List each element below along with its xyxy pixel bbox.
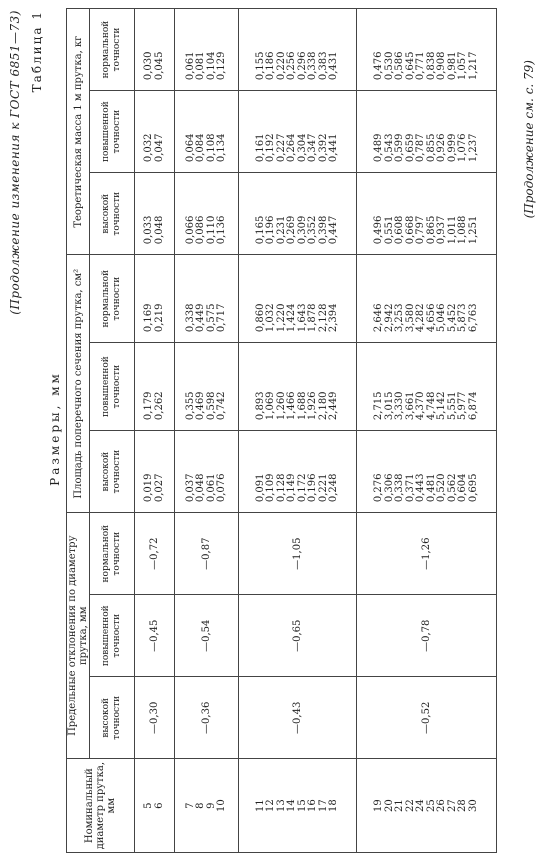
mass-increased-cell xyxy=(175,91,239,173)
cell-value: 1,076 xyxy=(457,133,468,163)
cell-value: 11 xyxy=(254,799,266,813)
cell-value: 0,220 xyxy=(275,51,287,81)
cell-value: 0,227 xyxy=(275,133,287,163)
cell-value: 0,066 xyxy=(184,215,196,245)
cell-value: 3,015 xyxy=(383,391,395,421)
mass-increased-cell xyxy=(357,91,497,173)
area-increased-header: повышенной точности xyxy=(90,343,135,431)
cell-value: 0,061 xyxy=(184,51,196,81)
cell-value: 0,469 xyxy=(195,391,206,421)
cell-value: 0,562 xyxy=(446,473,458,503)
cell-value: 0,787 xyxy=(415,133,426,163)
area-increased-cell xyxy=(239,343,357,431)
dev-increased-cell: —0,45 xyxy=(135,595,175,677)
dev-increased-header: повышенной точности xyxy=(90,595,135,677)
continuation-footer: (Продолжение см. с. 79) xyxy=(522,60,536,219)
cell-value: 0,481 xyxy=(425,473,437,503)
cell-value: 0,645 xyxy=(404,51,416,81)
dev-high-cell: —0,36 xyxy=(175,677,239,759)
cell-value: 1,032 xyxy=(265,303,276,333)
cell-value: 0,264 xyxy=(286,133,297,163)
cell-value: 0,855 xyxy=(425,133,437,163)
area-increased-cell xyxy=(357,343,497,431)
dev-increased-cell: —0,78 xyxy=(357,595,497,677)
cell-value: 0,306 xyxy=(383,473,395,503)
cell-value: 1,088 xyxy=(457,215,468,245)
cell-value: 10 xyxy=(216,799,227,813)
area-increased-cell xyxy=(135,343,175,431)
cell-value: 4,282 xyxy=(415,303,426,333)
cell-value: 0,908 xyxy=(436,51,447,81)
dev-normal-cell: —0,87 xyxy=(175,513,239,595)
area-group-header: Площадь поперечного сечения прутка, см² xyxy=(67,255,90,513)
cell-value: 1,466 xyxy=(286,391,297,421)
cell-value: 25 xyxy=(425,799,437,813)
cell-value: 0,269 xyxy=(286,215,297,245)
diameter-cell xyxy=(135,759,175,853)
cell-value: 0,668 xyxy=(404,215,416,245)
cell-value: 0,937 xyxy=(436,215,447,245)
cell-value: 1,069 xyxy=(265,391,276,421)
cell-value: 30 xyxy=(467,799,479,813)
cell-value: 14 xyxy=(286,799,297,813)
cell-value: 0,128 xyxy=(275,473,287,503)
cell-value: 4,748 xyxy=(425,391,437,421)
cell-value: 0,604 xyxy=(457,473,468,503)
cell-value: 1,926 xyxy=(307,391,318,421)
cell-value: 2,715 xyxy=(373,391,384,421)
cell-value: 15 xyxy=(296,799,308,813)
cell-value: 0,045 xyxy=(153,51,165,81)
cell-value: 2,449 xyxy=(328,391,339,421)
cell-value: 0,196 xyxy=(307,473,318,503)
cell-value: 0,086 xyxy=(195,215,206,245)
cell-value: 0,108 xyxy=(205,133,217,163)
cell-value: 5,142 xyxy=(436,391,447,421)
cell-value: 22 xyxy=(404,799,416,813)
units-caption: Размеры, мм xyxy=(48,371,62,486)
cell-value: 0,352 xyxy=(307,215,318,245)
table-label: Таблица 1 xyxy=(30,10,44,93)
cell-value: 5,452 xyxy=(446,303,458,333)
cell-value: 0,431 xyxy=(328,51,339,81)
diameter-cell xyxy=(357,759,497,853)
dev-high-cell: —0,43 xyxy=(239,677,357,759)
cell-value: 4,370 xyxy=(415,391,426,421)
cell-value: 0,037 xyxy=(184,473,196,503)
mass-high-cell xyxy=(135,173,175,255)
cell-value: 0,717 xyxy=(216,303,227,333)
area-normal-cell xyxy=(135,255,175,343)
mass-normal-cell xyxy=(357,9,497,91)
area-increased-cell xyxy=(175,343,239,431)
cell-value: 0,165 xyxy=(254,215,266,245)
diameter-header: Номинальный диаметр прутка, мм xyxy=(67,759,135,853)
cell-value: 8 xyxy=(195,802,206,809)
dev-increased-cell: —0,54 xyxy=(175,595,239,677)
table-row xyxy=(175,9,239,853)
cell-value: 0,599 xyxy=(394,133,405,163)
cell-value: 0,172 xyxy=(296,473,308,503)
cell-value: 0,304 xyxy=(296,133,308,163)
cell-value: 0,586 xyxy=(394,51,405,81)
cell-value: 27 xyxy=(446,799,458,813)
cell-value: 6 xyxy=(153,802,165,809)
mass-normal-header: нормальной точности xyxy=(90,9,135,91)
cell-value: 0,398 xyxy=(317,215,329,245)
mass-high-cell xyxy=(175,173,239,255)
cell-value: 1,251 xyxy=(467,215,479,245)
dev-high-header: высокой точности xyxy=(90,677,135,759)
cell-value: 0,136 xyxy=(216,215,227,245)
cell-value: 18 xyxy=(328,799,339,813)
mass-high-header: высокой точности xyxy=(90,173,135,255)
cell-value: 0,441 xyxy=(328,133,339,163)
cell-value: 0,179 xyxy=(143,391,154,421)
cell-value: 26 xyxy=(436,799,447,813)
cell-value: 0,109 xyxy=(265,473,276,503)
cell-value: 0,192 xyxy=(265,133,276,163)
cell-value: 0,155 xyxy=(254,51,266,81)
cell-value: 0,219 xyxy=(153,303,165,333)
cell-value: 0,695 xyxy=(467,473,479,503)
cell-value: 20 xyxy=(383,799,395,813)
cell-value: 0,169 xyxy=(143,303,154,333)
cell-value: 0,110 xyxy=(205,215,217,245)
area-normal-cell xyxy=(357,255,497,343)
cell-value: 0,926 xyxy=(436,133,447,163)
cell-value: 0,742 xyxy=(216,391,227,421)
cell-value: 2,942 xyxy=(383,303,395,333)
mass-high-cell xyxy=(239,173,357,255)
deviation-group-header: Предельные отклонения по диаметру прутка, мм xyxy=(67,513,90,759)
cell-value: 6,763 xyxy=(467,303,479,333)
cell-value: 1,643 xyxy=(296,303,308,333)
cell-value: 0,030 xyxy=(143,51,154,81)
cell-value: 0,338 xyxy=(184,303,196,333)
cell-value: 0,338 xyxy=(394,473,405,503)
cell-value: 0,392 xyxy=(317,133,329,163)
cell-value: 3,580 xyxy=(404,303,416,333)
cell-value: 0,371 xyxy=(404,473,416,503)
cell-value: 3,253 xyxy=(394,303,405,333)
cell-value: 6,874 xyxy=(467,391,479,421)
cell-value: 3,330 xyxy=(394,391,405,421)
mass-normal-cell xyxy=(135,9,175,91)
cell-value: 0,520 xyxy=(436,473,447,503)
mass-normal-cell xyxy=(239,9,357,91)
continuation-header: (Продолжение изменения к ГОСТ 6851—73) xyxy=(8,10,22,315)
cell-value: 0,256 xyxy=(286,51,297,81)
area-normal-cell xyxy=(175,255,239,343)
cell-value: 0,027 xyxy=(153,473,165,503)
cell-value: 0,309 xyxy=(296,215,308,245)
area-normal-header: нормальной точности xyxy=(90,255,135,343)
cell-value: 0,893 xyxy=(254,391,266,421)
area-high-cell xyxy=(135,431,175,513)
cell-value: 0,221 xyxy=(317,473,329,503)
cell-value: 0,196 xyxy=(265,215,276,245)
cell-value: 2,180 xyxy=(317,391,329,421)
table-body xyxy=(135,9,497,853)
cell-value: 0,659 xyxy=(404,133,416,163)
cell-value: 0,551 xyxy=(383,215,395,245)
cell-value: 0,496 xyxy=(373,215,384,245)
dev-normal-cell: —0,72 xyxy=(135,513,175,595)
cell-value: 0,449 xyxy=(195,303,206,333)
cell-value: 5,046 xyxy=(436,303,447,333)
cell-value: 0,999 xyxy=(446,133,458,163)
cell-value: 0,338 xyxy=(307,51,318,81)
cell-value: 0,186 xyxy=(265,51,276,81)
data-table xyxy=(66,8,497,853)
area-high-cell xyxy=(357,431,497,513)
cell-value: 16 xyxy=(307,799,318,813)
cell-value: 2,394 xyxy=(328,303,339,333)
table-row xyxy=(357,9,497,853)
cell-value: 0,084 xyxy=(195,133,206,163)
cell-value: 0,032 xyxy=(143,133,154,163)
cell-value: 0,860 xyxy=(254,303,266,333)
mass-normal-cell xyxy=(175,9,239,91)
dev-normal-cell: —1,05 xyxy=(239,513,357,595)
cell-value: 0,865 xyxy=(425,215,437,245)
cell-value: 1,878 xyxy=(307,303,318,333)
cell-value: 19 xyxy=(373,799,384,813)
dev-high-cell: —0,52 xyxy=(357,677,497,759)
cell-value: 1,424 xyxy=(286,303,297,333)
cell-value: 0,608 xyxy=(394,215,405,245)
cell-value: 28 xyxy=(457,799,468,813)
mass-increased-cell xyxy=(239,91,357,173)
cell-value: 0,129 xyxy=(216,51,227,81)
cell-value: 1,220 xyxy=(275,303,287,333)
cell-value: 5,551 xyxy=(446,391,458,421)
cell-value: 0,447 xyxy=(328,215,339,245)
mass-increased-header: повышенной точности xyxy=(90,91,135,173)
cell-value: 0,064 xyxy=(184,133,196,163)
table-row xyxy=(135,9,175,853)
dev-high-cell: —0,30 xyxy=(135,677,175,759)
cell-value: 5,873 xyxy=(457,303,468,333)
cell-value: 0,771 xyxy=(415,51,426,81)
cell-value: 0,161 xyxy=(254,133,266,163)
cell-value: 0,489 xyxy=(373,133,384,163)
cell-value: 2,128 xyxy=(317,303,329,333)
area-high-cell xyxy=(239,431,357,513)
cell-value: 0,048 xyxy=(195,473,206,503)
cell-value: 0,476 xyxy=(373,51,384,81)
cell-value: 0,383 xyxy=(317,51,329,81)
area-high-cell xyxy=(175,431,239,513)
cell-value: 0,048 xyxy=(153,215,165,245)
cell-value: 2,646 xyxy=(373,303,384,333)
cell-value: 5 xyxy=(143,802,154,809)
cell-value: 1,237 xyxy=(467,133,479,163)
cell-value: 3,661 xyxy=(404,391,416,421)
cell-value: 9 xyxy=(205,802,217,809)
cell-value: 17 xyxy=(317,799,329,813)
cell-value: 0,797 xyxy=(415,215,426,245)
cell-value: 0,276 xyxy=(373,473,384,503)
cell-value: 12 xyxy=(265,799,276,813)
cell-value: 0,104 xyxy=(205,51,217,81)
cell-value: 0,443 xyxy=(415,473,426,503)
cell-value: 24 xyxy=(415,799,426,813)
mass-high-cell xyxy=(357,173,497,255)
cell-value: 0,981 xyxy=(446,51,458,81)
cell-value: 0,347 xyxy=(307,133,318,163)
cell-value: 0,296 xyxy=(296,51,308,81)
cell-value: 0,262 xyxy=(153,391,165,421)
cell-value: 0,061 xyxy=(205,473,217,503)
cell-value: 1,260 xyxy=(275,391,287,421)
cell-value: 0,231 xyxy=(275,215,287,245)
cell-value: 0,033 xyxy=(143,215,154,245)
cell-value: 1,688 xyxy=(296,391,308,421)
cell-value: 1,011 xyxy=(446,215,458,245)
dev-normal-cell: —1,26 xyxy=(357,513,497,595)
cell-value: 0,530 xyxy=(383,51,395,81)
dev-normal-header: нормальной точности xyxy=(90,513,135,595)
cell-value: 21 xyxy=(394,799,405,813)
cell-value: 0,575 xyxy=(205,303,217,333)
cell-value: 0,355 xyxy=(184,391,196,421)
cell-value: 13 xyxy=(275,799,287,813)
cell-value: 1,057 xyxy=(457,51,468,81)
cell-value: 0,081 xyxy=(195,51,206,81)
cell-value: 0,598 xyxy=(205,391,217,421)
cell-value: 0,047 xyxy=(153,133,165,163)
cell-value: 4,656 xyxy=(425,303,437,333)
area-normal-cell xyxy=(239,255,357,343)
cell-value: 0,149 xyxy=(286,473,297,503)
area-high-header: высокой точности xyxy=(90,431,135,513)
cell-value: 0,019 xyxy=(143,473,154,503)
diameter-cell xyxy=(175,759,239,853)
cell-value: 5,977 xyxy=(457,391,468,421)
mass-group-header: Теоретическая масса 1 м прутка, кг xyxy=(67,9,90,255)
cell-value: 0,248 xyxy=(328,473,339,503)
cell-value: 0,134 xyxy=(216,133,227,163)
mass-increased-cell xyxy=(135,91,175,173)
table-row xyxy=(239,9,357,853)
cell-value: 0,543 xyxy=(383,133,395,163)
cell-value: 7 xyxy=(184,802,196,809)
diameter-cell xyxy=(239,759,357,853)
cell-value: 0,091 xyxy=(254,473,266,503)
cell-value: 1,217 xyxy=(467,51,479,81)
cell-value: 0,076 xyxy=(216,473,227,503)
cell-value: 0,838 xyxy=(425,51,437,81)
dev-increased-cell: —0,65 xyxy=(239,595,357,677)
